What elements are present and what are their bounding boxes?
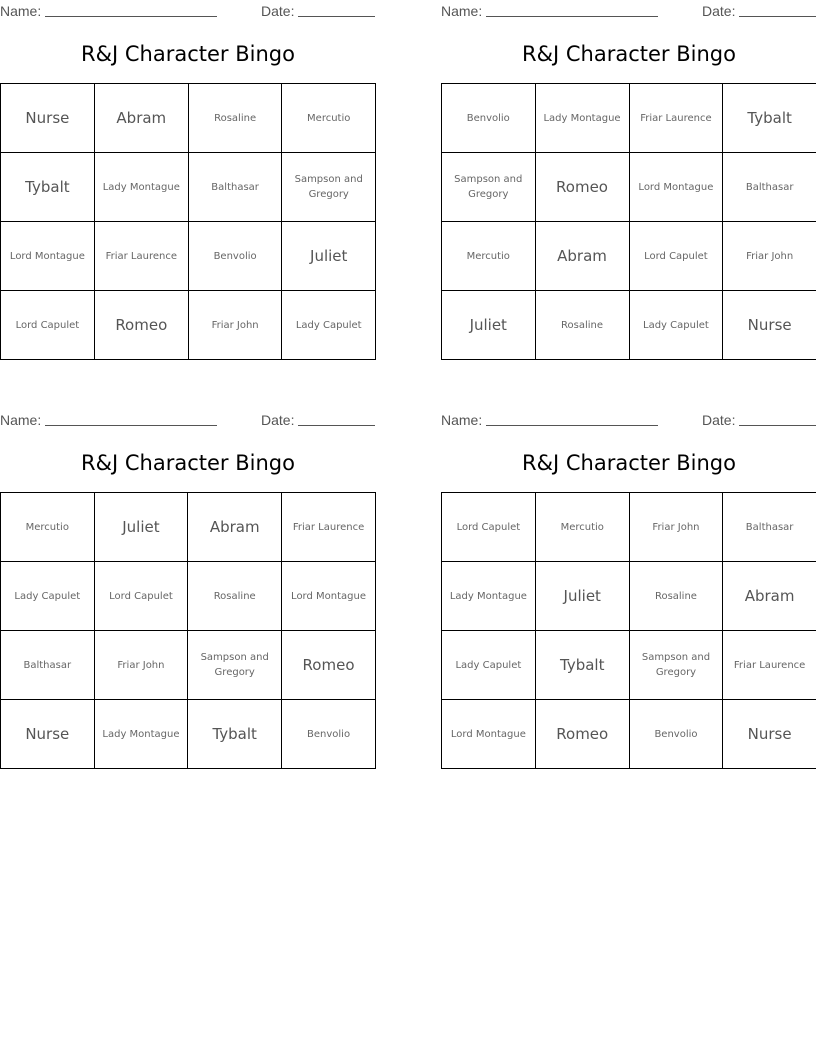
name-label: Name: xyxy=(0,412,42,428)
bingo-cell[interactable]: Balthasar xyxy=(1,631,95,700)
bingo-cell[interactable]: Balthasar xyxy=(723,153,816,222)
bingo-card xyxy=(441,409,816,743)
grid-row xyxy=(442,493,816,562)
bingo-cell[interactable]: Friar Laurence xyxy=(723,631,816,700)
card-title: R&J Character Bingo xyxy=(81,451,295,475)
date-label: Date: xyxy=(702,3,736,19)
bingo-cell[interactable]: Friar John xyxy=(94,631,188,700)
bingo-cell[interactable]: Juliet xyxy=(535,562,629,631)
bingo-cell[interactable]: Mercutio xyxy=(535,493,629,562)
name-date-row xyxy=(0,409,376,429)
bingo-cell[interactable]: Friar Laurence xyxy=(629,84,723,153)
bingo-cell[interactable]: Benvolio xyxy=(282,700,376,769)
bingo-cell[interactable]: Rosaline xyxy=(535,291,629,360)
grid-row xyxy=(1,700,376,769)
date-line xyxy=(298,16,375,17)
name-line xyxy=(45,425,217,426)
bingo-cell[interactable]: Benvolio xyxy=(188,222,282,291)
bingo-cell[interactable]: Tybalt xyxy=(535,631,629,700)
bingo-cell[interactable]: Benvolio xyxy=(442,84,536,153)
name-line xyxy=(45,16,217,17)
bingo-cell[interactable]: Sampson and Gregory xyxy=(442,153,536,222)
bingo-cell[interactable]: Benvolio xyxy=(629,700,723,769)
bingo-cell[interactable]: Rosaline xyxy=(629,562,723,631)
bingo-grid xyxy=(441,492,816,769)
date-line xyxy=(739,425,816,426)
bingo-cell[interactable]: Lady Capulet xyxy=(629,291,723,360)
bingo-cell[interactable]: Sampson and Gregory xyxy=(629,631,723,700)
bingo-cell[interactable]: Abram xyxy=(535,222,629,291)
bingo-cell[interactable]: Friar John xyxy=(629,493,723,562)
card-title: R&J Character Bingo xyxy=(522,42,736,66)
name-line xyxy=(486,425,658,426)
bingo-cell[interactable]: Juliet xyxy=(94,493,188,562)
grid-row xyxy=(1,562,376,631)
bingo-cell[interactable]: Abram xyxy=(188,493,282,562)
card-title: R&J Character Bingo xyxy=(81,42,295,66)
grid-row xyxy=(1,291,376,360)
grid-row xyxy=(442,631,816,700)
bingo-card xyxy=(441,0,816,334)
bingo-cell[interactable]: Rosaline xyxy=(188,84,282,153)
name-line xyxy=(486,16,658,17)
name-label: Name: xyxy=(0,3,42,19)
bingo-card xyxy=(0,0,376,334)
bingo-cell[interactable]: Romeo xyxy=(535,153,629,222)
date-label: Date: xyxy=(702,412,736,428)
bingo-cell[interactable]: Lady Capulet xyxy=(282,291,376,360)
bingo-cell[interactable]: Balthasar xyxy=(723,493,816,562)
bingo-grid xyxy=(441,83,816,360)
name-date-row xyxy=(441,409,816,429)
grid-row xyxy=(442,222,816,291)
bingo-cell[interactable]: Lord Capulet xyxy=(1,291,95,360)
bingo-cell[interactable]: Juliet xyxy=(282,222,376,291)
bingo-cell[interactable]: Romeo xyxy=(94,291,188,360)
date-line xyxy=(298,425,375,426)
name-date-row xyxy=(0,0,376,20)
grid-row xyxy=(442,291,816,360)
bingo-cell[interactable]: Lady Montague xyxy=(535,84,629,153)
bingo-cell[interactable]: Lord Montague xyxy=(282,562,376,631)
bingo-cell[interactable]: Lord Montague xyxy=(442,700,536,769)
grid-row xyxy=(1,153,376,222)
bingo-cell[interactable]: Lady Montague xyxy=(94,700,188,769)
date-line xyxy=(739,16,816,17)
bingo-cell[interactable]: Lady Capulet xyxy=(442,631,536,700)
name-label: Name: xyxy=(441,412,483,428)
grid-row xyxy=(1,631,376,700)
bingo-cell[interactable]: Lord Montague xyxy=(629,153,723,222)
grid-row xyxy=(442,700,816,769)
bingo-cell[interactable]: Lord Montague xyxy=(1,222,95,291)
bingo-cell[interactable]: Juliet xyxy=(442,291,536,360)
date-label: Date: xyxy=(261,412,295,428)
grid-row xyxy=(442,84,816,153)
grid-row xyxy=(442,153,816,222)
bingo-cell[interactable]: Balthasar xyxy=(188,153,282,222)
bingo-cell[interactable]: Romeo xyxy=(535,700,629,769)
name-label: Name: xyxy=(441,3,483,19)
bingo-cell[interactable]: Mercutio xyxy=(282,84,376,153)
grid-row xyxy=(1,84,376,153)
bingo-cell[interactable]: Mercutio xyxy=(442,222,536,291)
bingo-cell[interactable]: Lord Capulet xyxy=(442,493,536,562)
bingo-cell[interactable]: Lady Montague xyxy=(94,153,188,222)
bingo-cell[interactable]: Nurse xyxy=(723,291,816,360)
bingo-cell[interactable]: Abram xyxy=(723,562,816,631)
name-date-row xyxy=(441,0,816,20)
grid-row xyxy=(1,222,376,291)
grid-row xyxy=(442,562,816,631)
bingo-cell[interactable]: Sampson and Gregory xyxy=(282,153,376,222)
bingo-cell[interactable]: Nurse xyxy=(1,700,95,769)
bingo-cell[interactable]: Mercutio xyxy=(1,493,95,562)
bingo-cell[interactable]: Friar Laurence xyxy=(282,493,376,562)
bingo-cell[interactable]: Friar John xyxy=(188,291,282,360)
bingo-cell[interactable]: Lord Capulet xyxy=(629,222,723,291)
bingo-cell[interactable]: Rosaline xyxy=(188,562,282,631)
bingo-cell[interactable]: Abram xyxy=(94,84,188,153)
bingo-cell[interactable]: Romeo xyxy=(282,631,376,700)
grid-row xyxy=(1,493,376,562)
bingo-cell[interactable]: Tybalt xyxy=(1,153,95,222)
bingo-card xyxy=(0,409,376,743)
bingo-cell[interactable]: Lady Montague xyxy=(442,562,536,631)
bingo-cell[interactable]: Lady Capulet xyxy=(1,562,95,631)
bingo-cell[interactable]: Tybalt xyxy=(188,700,282,769)
card-title: R&J Character Bingo xyxy=(522,451,736,475)
bingo-cell[interactable]: Nurse xyxy=(1,84,95,153)
bingo-cell[interactable]: Sampson and Gregory xyxy=(188,631,282,700)
bingo-cell[interactable]: Nurse xyxy=(723,700,816,769)
bingo-cell[interactable]: Tybalt xyxy=(723,84,816,153)
bingo-cell[interactable]: Friar John xyxy=(723,222,816,291)
bingo-grid xyxy=(0,83,376,360)
bingo-cell[interactable]: Lord Capulet xyxy=(94,562,188,631)
bingo-cell[interactable]: Friar Laurence xyxy=(94,222,188,291)
date-label: Date: xyxy=(261,3,295,19)
bingo-grid xyxy=(0,492,376,769)
